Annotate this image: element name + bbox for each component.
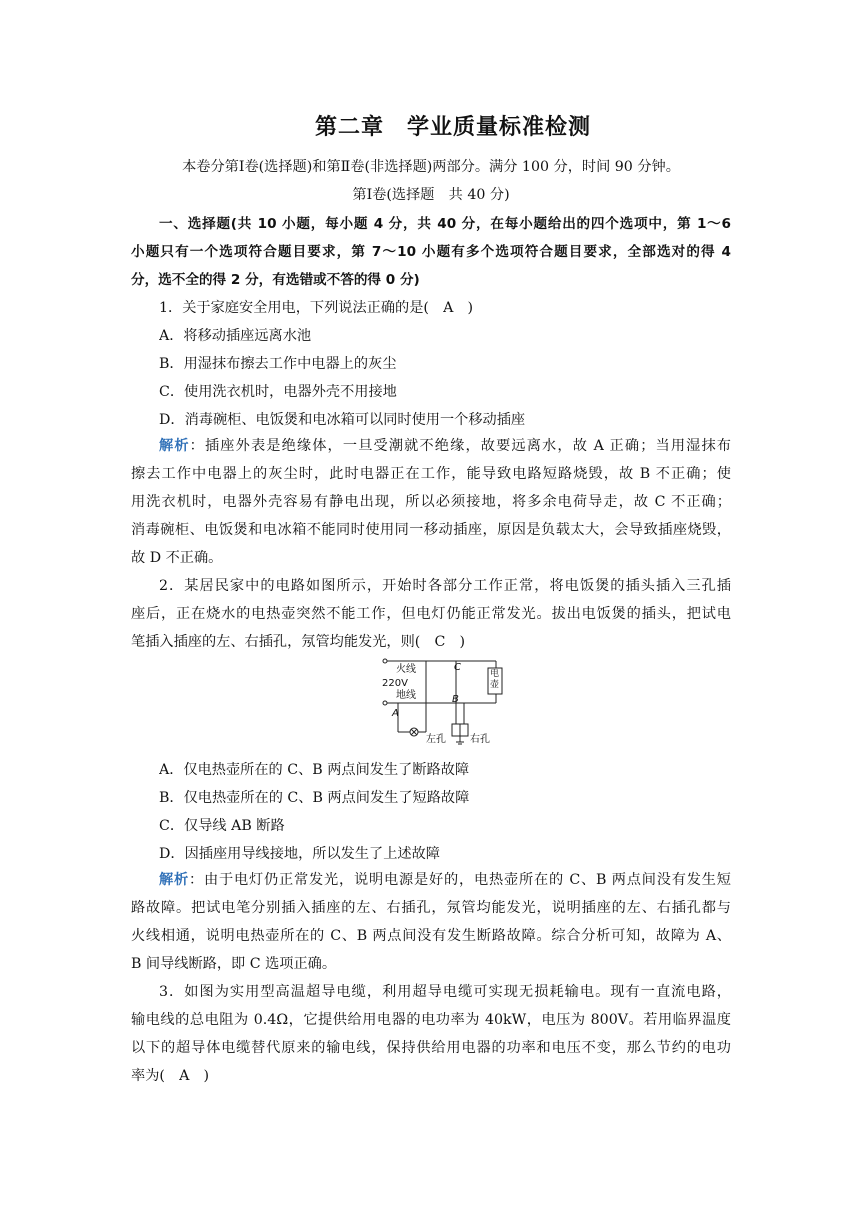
intro-line: 本卷分第Ⅰ卷(选择题)和第Ⅱ卷(非选择题)两部分。满分 100 分，时间 90 分钟。 [182, 159, 680, 175]
label-right-hole: 右孔 [470, 734, 490, 745]
part1-title: 第Ⅰ卷(选择题 共 40 分) [352, 187, 510, 203]
question-1-option-d: D．消毒碗柜、电饭煲和电冰箱可以同时使用一个移动插座 [159, 412, 526, 428]
question-1-option-a: A．将移动插座远离水池 [159, 328, 312, 344]
analysis-label: 解析 [159, 438, 190, 454]
label-point-c: C [454, 662, 461, 673]
analysis-text: ：插座外表是绝缘体，一旦受潮就不绝缘，故要远离水，故 A 正确；当用湿抹布 [189, 438, 731, 454]
circuit-diagram [370, 656, 504, 746]
question-2-stem-line: 座后，正在烧水的电热壶突然不能工作，但电灯仍能正常发光。拔出电饭煲的插头，把试电 [131, 606, 731, 622]
question-2-stem-line: 笔插入插座的左、右插孔，氖管均能发光，则( C ) [131, 634, 466, 650]
question-3-stem-line: 输电线的总电阻为 0.4Ω，它提供给用电器的电功率为 40kW，电压为 800V。若用临界温度 [131, 1012, 731, 1028]
label-live: 火线 [396, 664, 416, 675]
label-point-b: B [452, 694, 459, 705]
analysis-text: ：由于电灯仍正常发光，说明电源是好的，电热壶所在的 C、B 两点间没有发生短 [189, 872, 731, 888]
question-1-option-b: B．用湿抹布擦去工作中电器上的灰尘 [159, 356, 397, 372]
question-1-analysis [159, 436, 731, 456]
question-3-stem-line: 率为( A ) [131, 1068, 210, 1084]
label-voltage: 220V [382, 678, 408, 689]
label-kettle: 电壶 [490, 669, 500, 690]
question-1-analysis-line: 用洗衣机时，电器外壳容易有静电出现，所以必须接地，将多余电荷导走，故 C 不正确； [131, 494, 731, 510]
question-2-analysis-line: 路故障。把试电笔分别插入插座的左、右插孔，氖管均能发光，说明插座的左、右插孔都与 [131, 900, 731, 916]
section-instruction-line: 一、选择题(共 10 小题，每小题 4 分，共 40 分，在每小题给出的四个选项中，第 1～6 [159, 216, 731, 232]
question-1-analysis-line: 消毒碗柜、电饭煲和电冰箱不能同时使用同一移动插座，原因是负载太大，会导致插座烧毁， [131, 522, 731, 538]
page-title: 第二章 学业质量标准检测 [314, 115, 591, 140]
label-ground: 地线 [396, 690, 416, 701]
question-3-stem-line: 以下的超导体电缆替代原来的输电线，保持供给用电器的功率和电压不变，那么节约的电功 [131, 1040, 731, 1056]
section-instruction-line: 小题只有一个选项符合题目要求，第 7～10 小题有多个选项符合题目要求，全部选对的得 4 [131, 244, 731, 260]
question-1-analysis-line: 故 D 不正确。 [131, 550, 223, 566]
question-3-stem-line: 3．如图为实用型高温超导电缆，利用超导电缆可实现无损耗输电。现有一直流电路， [159, 984, 731, 1000]
question-2-option-d: D．因插座用导线接地，所以发生了上述故障 [159, 846, 440, 862]
analysis-label: 解析 [159, 872, 190, 888]
question-2-option-b: B．仅电热壶所在的 C、B 两点间发生了短路故障 [159, 790, 470, 806]
question-1-stem: 1．关于家庭安全用电，下列说法正确的是( A ) [159, 300, 474, 316]
question-1-option-c: C．使用洗衣机时，电器外壳不用接地 [159, 384, 397, 400]
question-1-analysis-line: 擦去工作中电器上的灰尘时，此时电器正在工作，能导致电路短路烧毁，故 B 不正确；使 [131, 466, 731, 482]
section-instruction-line: 分，选不全的得 2 分，有选错或不答的得 0 分) [131, 272, 420, 288]
question-2-option-a: A．仅电热壶所在的 C、B 两点间发生了断路故障 [159, 762, 470, 778]
question-2-analysis-line: 火线相通，说明电热壶所在的 C、B 两点间没有发生断路故障。综合分析可知，故障为 A、 [131, 928, 731, 944]
question-2-analysis [159, 870, 731, 890]
label-left-hole: 左孔 [426, 734, 446, 745]
question-2-analysis-line: B 间导线断路，即 C 选项正确。 [131, 956, 337, 972]
question-2-option-c: C．仅导线 AB 断路 [159, 818, 285, 834]
label-point-a: A [392, 708, 399, 719]
question-2-stem-line: 2．某居民家中的电路如图所示，开始时各部分工作正常，将电饭煲的插头插入三孔插 [159, 578, 731, 594]
